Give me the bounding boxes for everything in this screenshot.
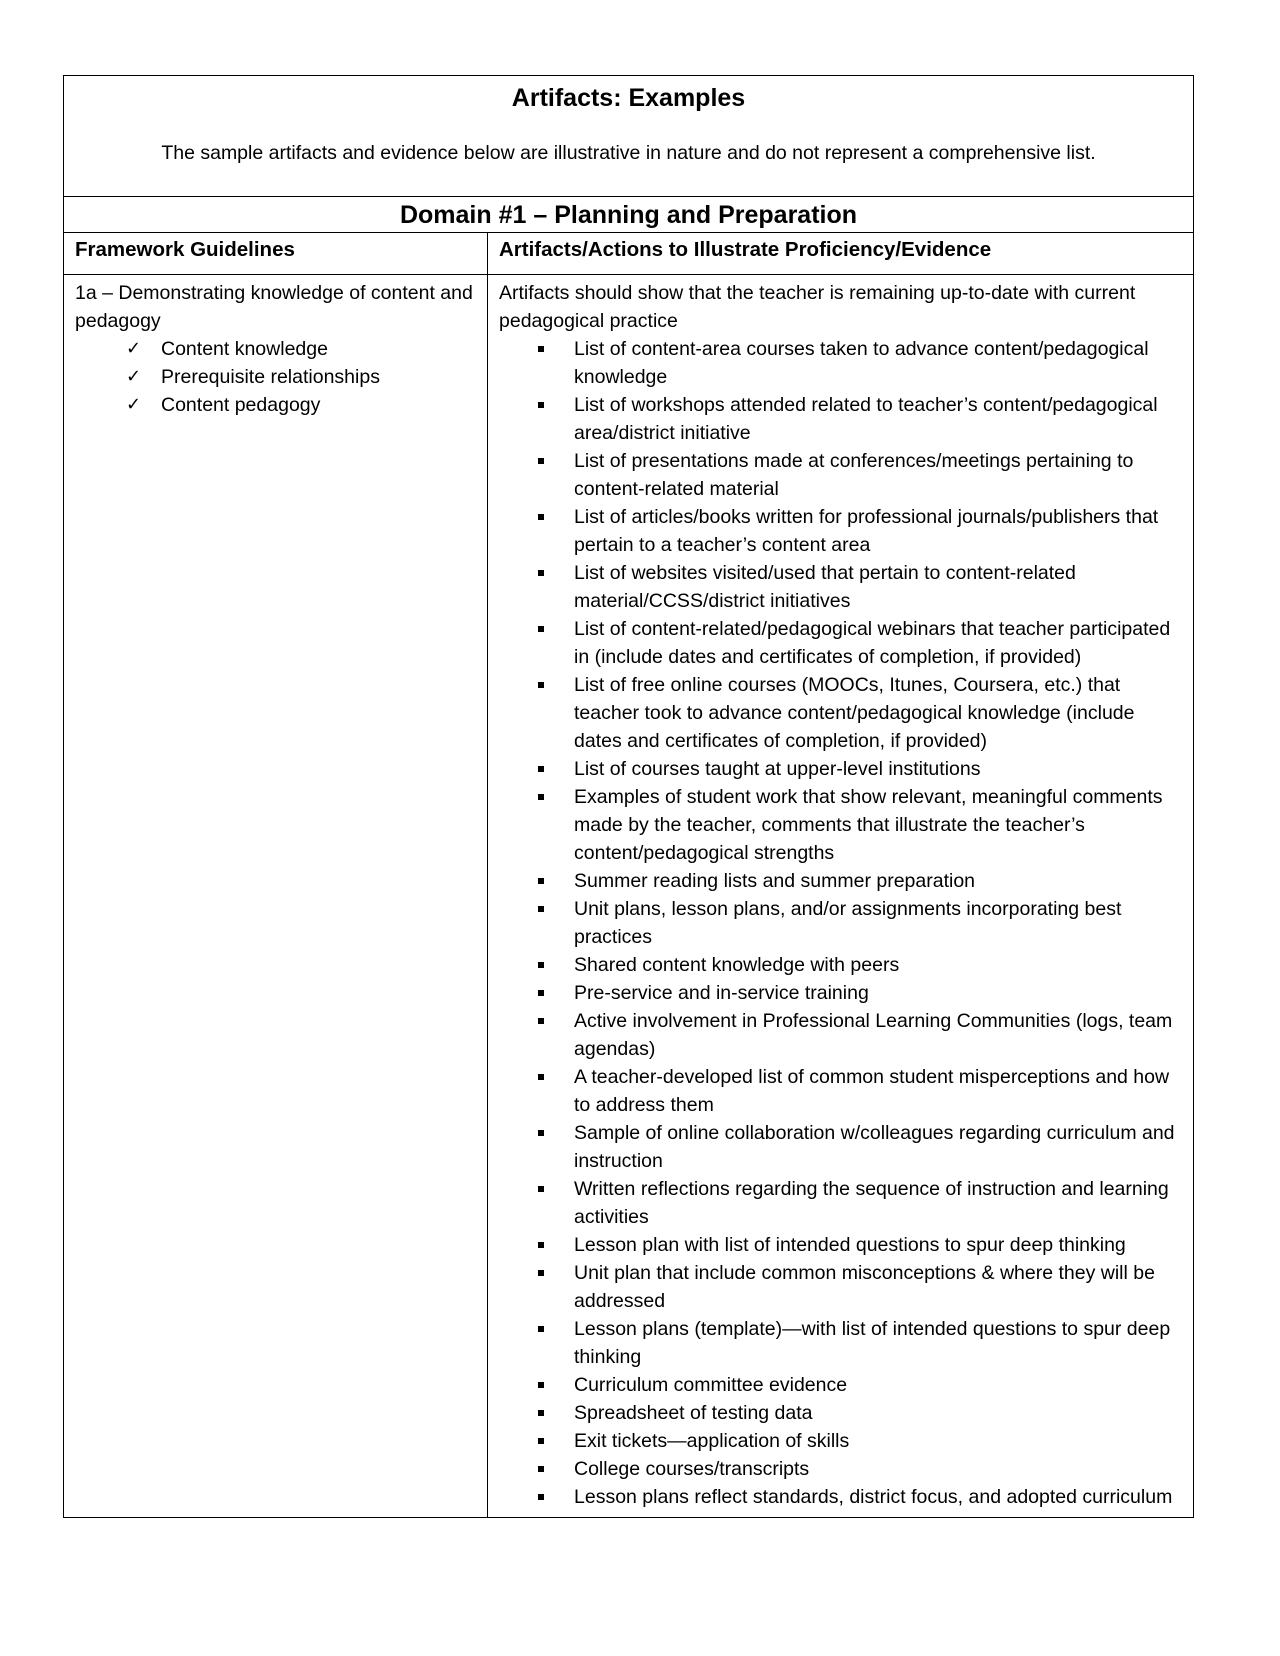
guideline-check-list bbox=[75, 335, 477, 419]
artifact-list-item bbox=[499, 1315, 1183, 1371]
square-bullet-icon bbox=[538, 346, 544, 352]
artifact-item-text: Unit plan that include common misconceptions & where they will be addressed bbox=[574, 1262, 1155, 1312]
checkmark-icon: ✓ bbox=[126, 366, 142, 387]
artifact-list-item bbox=[499, 783, 1183, 867]
artifact-list-item bbox=[499, 671, 1183, 755]
square-bullet-icon bbox=[538, 990, 544, 996]
artifact-list-item bbox=[499, 1399, 1183, 1427]
artifact-item-text: Unit plans, lesson plans, and/or assignments incorporating best practices bbox=[574, 898, 1122, 948]
artifact-item-text: List of content-related/pedagogical webinars that teacher participated in (include dates and certificates of completion, if provided) bbox=[574, 618, 1171, 668]
square-bullet-icon bbox=[538, 1326, 544, 1332]
guideline-title: 1a – Demonstrating knowledge of content and pedagogy bbox=[75, 282, 473, 332]
artifact-item-text: List of websites visited/used that pertain to content-related material/CCSS/district initiatives bbox=[574, 562, 1076, 612]
artifact-item-text: List of content-area courses taken to advance content/pedagogical knowledge bbox=[574, 338, 1149, 388]
artifact-list-item bbox=[499, 895, 1183, 951]
artifacts-intro: Artifacts should show that the teacher is remaining up-to-date with current pedagogical practice bbox=[499, 282, 1136, 332]
square-bullet-icon bbox=[538, 1074, 544, 1080]
artifact-list-item bbox=[499, 1175, 1183, 1231]
document-title: Artifacts: Examples bbox=[511, 84, 746, 112]
artifact-item-text: Spreadsheet of testing data bbox=[574, 1402, 813, 1424]
artifact-list-item bbox=[499, 335, 1183, 391]
square-bullet-icon bbox=[538, 458, 544, 464]
document-subtitle: The sample artifacts and evidence below are illustrative in nature and do not represent a comprehensive list. bbox=[161, 142, 1096, 164]
artifact-item-text: Pre-service and in-service training bbox=[574, 982, 869, 1004]
artifact-item-text: A teacher-developed list of common student misperceptions and how to address them bbox=[574, 1066, 1170, 1116]
artifact-list-item bbox=[499, 1231, 1183, 1259]
artifact-item-text: List of presentations made at conferences/meetings pertaining to content-related material bbox=[574, 450, 1134, 500]
square-bullet-icon bbox=[538, 1494, 544, 1500]
artifact-item-text: Sample of online collaboration w/colleagues regarding curriculum and instruction bbox=[574, 1122, 1175, 1172]
artifacts-cell bbox=[488, 275, 1193, 1517]
artifact-item-text: Exit tickets—application of skills bbox=[574, 1430, 850, 1452]
square-bullet-icon bbox=[538, 1018, 544, 1024]
artifact-item-text: Examples of student work that show relevant, meaningful comments made by the teacher, comments that illustrate the teacher’s content/pedagogical strengths bbox=[574, 786, 1163, 864]
checkmark-icon: ✓ bbox=[126, 338, 142, 359]
artifact-list-item bbox=[499, 559, 1183, 615]
artifact-item-text: Curriculum committee evidence bbox=[574, 1374, 848, 1396]
square-bullet-icon bbox=[538, 962, 544, 968]
artifact-item-text: College courses/transcripts bbox=[574, 1458, 810, 1480]
artifact-list-item bbox=[499, 1371, 1183, 1399]
square-bullet-icon bbox=[538, 682, 544, 688]
artifact-item-text: Lesson plan with list of intended questions to spur deep thinking bbox=[574, 1234, 1126, 1256]
artifact-list-item bbox=[499, 503, 1183, 559]
column-header-framework-guidelines: Framework Guidelines bbox=[64, 233, 488, 275]
square-bullet-icon bbox=[538, 1242, 544, 1248]
artifacts-table bbox=[64, 233, 1193, 1517]
artifact-item-text: List of articles/books written for professional journals/publishers that pertain to a teacher’s content area bbox=[574, 506, 1159, 556]
artifact-list-item bbox=[499, 755, 1183, 783]
domain-title: Domain #1 – Planning and Preparation bbox=[64, 197, 1193, 233]
artifact-list-item bbox=[499, 1455, 1183, 1483]
square-bullet-icon bbox=[538, 570, 544, 576]
artifacts-bullet-list bbox=[499, 335, 1183, 1511]
guideline-check-label: Prerequisite relationships bbox=[161, 366, 380, 388]
square-bullet-icon bbox=[538, 514, 544, 520]
square-bullet-icon bbox=[538, 1130, 544, 1136]
column-header-artifacts: Artifacts/Actions to Illustrate Proficiency/Evidence bbox=[488, 233, 1193, 275]
artifact-list-item bbox=[499, 867, 1183, 895]
square-bullet-icon bbox=[538, 906, 544, 912]
guideline-check-item bbox=[75, 391, 477, 419]
artifact-list-item bbox=[499, 1007, 1183, 1063]
square-bullet-icon bbox=[538, 1438, 544, 1444]
artifact-item-text: Active involvement in Professional Learning Communities (logs, team agendas) bbox=[574, 1010, 1173, 1060]
artifact-item-text: Shared content knowledge with peers bbox=[574, 954, 900, 976]
artifact-item-text: Written reflections regarding the sequence of instruction and learning activities bbox=[574, 1178, 1169, 1228]
square-bullet-icon bbox=[538, 766, 544, 772]
square-bullet-icon bbox=[538, 626, 544, 632]
guideline-check-label: Content knowledge bbox=[161, 338, 328, 360]
square-bullet-icon bbox=[538, 1382, 544, 1388]
square-bullet-icon bbox=[538, 1410, 544, 1416]
guideline-check-item bbox=[75, 363, 477, 391]
square-bullet-icon bbox=[538, 402, 544, 408]
artifact-list-item bbox=[499, 951, 1183, 979]
checkmark-icon: ✓ bbox=[126, 394, 142, 415]
artifacts-document bbox=[63, 75, 1194, 1518]
guidelines-cell bbox=[64, 275, 488, 1517]
artifact-item-text: List of free online courses (MOOCs, Itunes, Coursera, etc.) that teacher took to advance content/pedagogical knowledge (include dates and certificates of completion, if provided) bbox=[574, 674, 1135, 752]
square-bullet-icon bbox=[538, 1270, 544, 1276]
artifact-item-text: List of courses taught at upper-level institutions bbox=[574, 758, 981, 780]
square-bullet-icon bbox=[538, 1466, 544, 1472]
artifact-list-item bbox=[499, 1259, 1183, 1315]
artifact-list-item bbox=[499, 615, 1183, 671]
artifact-list-item bbox=[499, 1063, 1183, 1119]
square-bullet-icon bbox=[538, 1186, 544, 1192]
guideline-check-item bbox=[75, 335, 477, 363]
square-bullet-icon bbox=[538, 794, 544, 800]
guideline-check-label: Content pedagogy bbox=[161, 394, 321, 416]
artifact-item-text: Lesson plans reflect standards, district focus, and adopted curriculum bbox=[574, 1486, 1173, 1508]
artifact-item-text: Summer reading lists and summer preparation bbox=[574, 870, 976, 892]
document-header bbox=[64, 76, 1193, 197]
artifact-item-text: List of workshops attended related to teacher’s content/pedagogical area/district initiative bbox=[574, 394, 1158, 444]
artifact-list-item bbox=[499, 447, 1183, 503]
artifact-list-item bbox=[499, 1119, 1183, 1175]
artifact-list-item bbox=[499, 979, 1183, 1007]
artifact-list-item bbox=[499, 1427, 1183, 1455]
artifact-list-item bbox=[499, 1483, 1183, 1511]
square-bullet-icon bbox=[538, 878, 544, 884]
artifact-item-text: Lesson plans (template)—with list of intended questions to spur deep thinking bbox=[574, 1318, 1171, 1368]
artifact-list-item bbox=[499, 391, 1183, 447]
